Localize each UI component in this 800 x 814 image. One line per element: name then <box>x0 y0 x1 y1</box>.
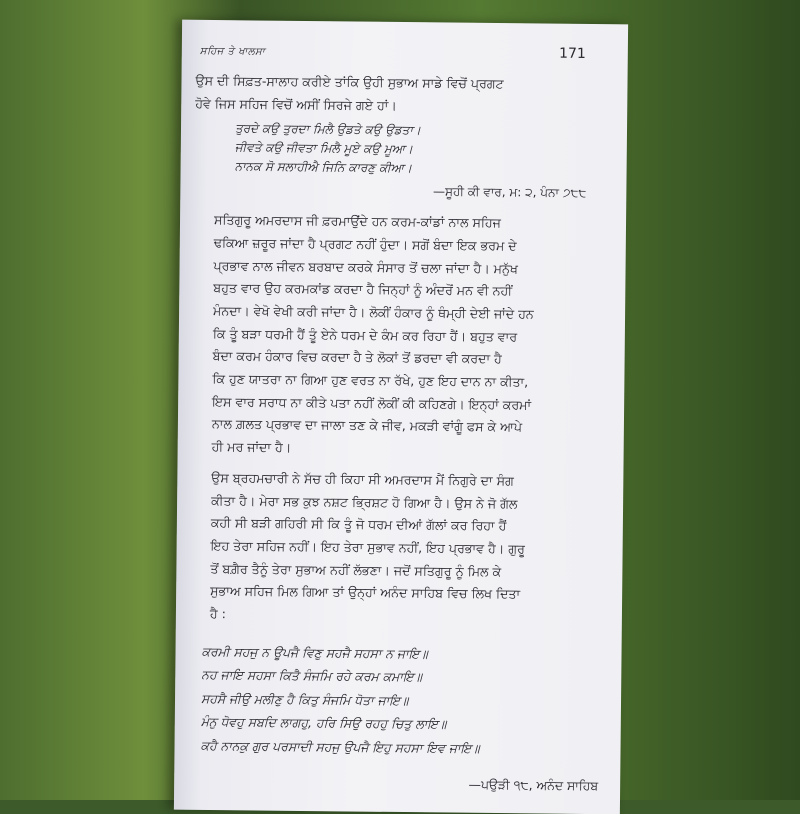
verse-line: ਤੁਰਦੇ ਕਉ ਤੁਰਦਾ ਮਿਲੈ ਉਡਤੇ ਕਉ ਉਡਤਾ। <box>234 121 421 138</box>
intro-paragraph <box>195 70 611 120</box>
text-line: ਤੋਂ ਬਗ਼ੈਰ ਤੈਨੂੰ ਤੇਰਾ ਸੁਭਾਅ ਨਹੀਂ ਲੱਭਣਾ। ਜਦੋਂ ਸਤਿਗੁਰੂ ਨੂੰ ਮਿਲ ਕੇ <box>210 560 502 579</box>
text-line: ਬੰਦਾ ਕਰਮ ਹੰਕਾਰ ਵਿਚ ਕਰਦਾ ਹੈ ਤੇ ਲੋਕਾਂ ਤੋਂ ਡਰਦਾ ਵੀ ਕਰਦਾ ਹੈ <box>212 348 502 367</box>
text-line: ਉਸ ਬ੍ਰਹਮਚਾਰੀ ਨੇ ਸੱਚ ਹੀ ਕਿਹਾ ਸੀ ਅਮਰਦਾਸ ਮੈਂ ਨਿਗੁਰੇ ਦਾ ਸੰਗ <box>211 469 514 489</box>
verse-line: ਜੀਵਤੇ ਕਉ ਜੀਵਤਾ ਮਿਲੈ ਮੂਏ ਕਉ ਮੂਆ। <box>234 140 413 157</box>
text-line: ਮੰਨਦਾ। ਵੇਖੋ ਵੇਖੀ ਕਰੀ ਜਾਂਦਾ ਹੈ। ਲੋਕੀਂ ਹੰਕਾਰ ਨੂੰ ਥੰਮ੍ਹੀ ਦੇਈ ਜਾਂਦੇ ਹਨ <box>213 302 534 322</box>
text-line: ਬਹੁਤ ਵਾਰ ਉਹ ਕਰਮਕਾਂਡ ਕਰਦਾ ਹੈ ਜਿਨ੍ਹਾਂ ਨੂੰ ਅੰਦਰੋਂ ਮਨ ਵੀ ਨਹੀਂ <box>213 280 513 299</box>
text-line: ਹੋਵੇ ਜਿਸ ਸਹਿਜ ਵਿਚੋਂ ਅਸੀਂ ਸਿਰਜੇ ਗਏ ਹਾਂ। <box>195 95 397 113</box>
verse-quote <box>195 119 612 180</box>
shabad-line: ਕਰਮੀ ਸਹਜੁ ਨ ਊਪਜੈ ਵਿਣੁ ਸਹਜੈ ਸਹਸਾ ਨ ਜਾਇ॥ <box>201 643 428 662</box>
verse-line: ਨਾਨਕ ਸੋ ਸਲਾਹੀਐ ਜਿਨਿ ਕਾਰਣੁ ਕੀਆ। <box>234 159 413 176</box>
verse-citation: —ਸੂਹੀ ਕੀ ਵਾਰ, ਮ: ੨, ਪੰਨਾ ੭੮੮ <box>432 184 587 201</box>
text-line: ਕਹੀ ਸੀ ਬੜੀ ਗਹਿਰੀ ਸੀ ਕਿ ਤੂੰ ਜੋ ਧਰਮ ਦੀਆਂ ਗੱਲਾਂ ਕਰ ਰਿਹਾ ਹੈਂ <box>210 515 507 534</box>
shabad-line: ਕਹੈ ਨਾਨਕੁ ਗੁਰ ਪਰਸਾਦੀ ਸਹਜੁ ਉਪਜੈ ਇਹੁ ਸਹਸਾ ਇਵ ਜਾਇ॥ <box>200 737 480 756</box>
shabad-line: ਮੰਨੁ ਧੋਵਹੁ ਸਬਦਿ ਲਾਗਹੁ, ਹਰਿ ਸਿਉ ਰਹਹੁ ਚਿਤੁ ਲਾਇ॥ <box>200 714 447 732</box>
text-line: ਇਹ ਤੇਰਾ ਸਹਿਜ ਨਹੀਂ। ਇਹ ਤੇਰਾ ਸੁਭਾਵ ਨਹੀਂ, ਇਹ ਪ੍ਰਭਾਵ ਹੈ। ਗੁਰੂ <box>210 537 525 557</box>
book-page <box>174 20 628 814</box>
text-line: ਢਕਿਆ ਜ਼ਰੂਰ ਜਾਂਦਾ ਹੈ ਪ੍ਰਗਟ ਨਹੀਂ ਹੁੰਦਾ। ਸਗੋਂ ਬੰਦਾ ਇਕ ਭਰਮ ਦੇ <box>213 234 517 254</box>
text-line: ਇਸ ਵਾਰ ਸਰਾਧ ਨਾ ਕੀਤੇ ਪਤਾ ਨਹੀਂ ਲੋਕੀਂ ਕੀ ਕਹਿਣਗੇ। ਇਨ੍ਹਾਂ ਕਰਮਾਂ <box>212 393 532 413</box>
paragraph-brahmachari <box>190 467 608 630</box>
text-line: ਸਤਿਗੁਰੂ ਅਮਰਦਾਸ ਜੀ ਫ਼ਰਮਾਉਂਦੇ ਹਨ ਕਰਮ-ਕਾਂਡਾਂ ਨਾਲ ਸਹਿਜ <box>213 212 502 231</box>
text-line: ਸੁਭਾਅ ਸਹਿਜ ਮਿਲ ਗਿਆ ਤਾਂ ਉਨ੍ਹਾਂ ਅਨੰਦ ਸਾਹਿਬ ਵਿਚ ਲਿਖ ਦਿਤਾ <box>210 583 521 602</box>
text-line: ਹੈ : <box>209 606 226 622</box>
paragraph-karam-kand <box>192 209 611 463</box>
shabad-line: ਨਹ ਜਾਇ ਸਹਸਾ ਕਿਤੈ ਸੰਜਮਿ ਰਹੇ ਕਰਮ ਕਮਾਇ॥ <box>201 667 423 685</box>
shabad-citation: —ਪਉੜੀ ੧੮, ਅਨੰਦ ਸਾਹਿਬ <box>468 776 599 794</box>
text-line: ਨਾਲ ਗ਼ਲਤ ਪ੍ਰਭਾਵ ਦਾ ਜਾਲਾ ਤਣ ਕੇ ਜੀਵ, ਮਕੜੀ ਵਾਂਗੂੰ ਫਸ ਕੇ ਆਪੇ <box>211 416 523 435</box>
text-line: ਕਿ ਤੂੰ ਬੜਾ ਧਰਮੀ ਹੈਂ ਤੂੰ ਏਨੇ ਧਰਮ ਦੇ ਕੰਮ ਕਰ ਰਿਹਾ ਹੈਂ। ਬਹੁਤ ਵਾਰ <box>212 325 518 344</box>
shabad-quote <box>188 640 605 762</box>
page-number: 171 <box>558 45 586 62</box>
shabad-line: ਸਹਸੈ ਜੀਉ ਮਲੀਣੁ ਹੈ ਕਿਤੁ ਸੰਜਮਿ ਧੋਤਾ ਜਾਇ॥ <box>200 690 409 708</box>
text-line: ਕਿ ਹੁਣ ਯਾਤਰਾ ਨਾ ਗਿਆ ਹੁਣ ਵਰਤ ਨਾ ਰੱਖੇ, ਹੁਣ ਇਹ ਦਾਨ ਨਾ ਕੀਤਾ, <box>212 371 529 390</box>
text-line: ਕੀਤਾ ਹੈ। ਮੇਰਾ ਸਭ ਕੁਝ ਨਸ਼ਟ ਭ੍ਰਿਸ਼ਟ ਹੋ ਗਿਆ ਹੈ। ਉਸ ਨੇ ਜੋ ਗੱਲ <box>211 492 518 511</box>
page-body <box>188 70 612 798</box>
running-head: ਸਹਿਜ ਤੇ ਖਾਲਸਾ <box>199 45 266 58</box>
text-line: ਪ੍ਰਭਾਵ ਨਾਲ ਜੀਵਨ ਬਰਬਾਦ ਕਰਕੇ ਸੰਸਾਰ ਤੋਂ ਚਲਾ ਜਾਂਦਾ ਹੈ। ਮਨੁੱਖ <box>213 257 518 276</box>
text-line: ਉਸ ਦੀ ਸਿਫ਼ਤ-ਸਾਲਾਹ ਕਰੀਏ ਤਾਂਕਿ ਉਹੀ ਸੁਭਾਅ ਸਾਡੇ ਵਿਚੋਂ ਪ੍ਰਗਟ <box>195 72 504 92</box>
text-line: ਹੀ ਮਰ ਜਾਂਦਾ ਹੈ। <box>211 439 292 455</box>
